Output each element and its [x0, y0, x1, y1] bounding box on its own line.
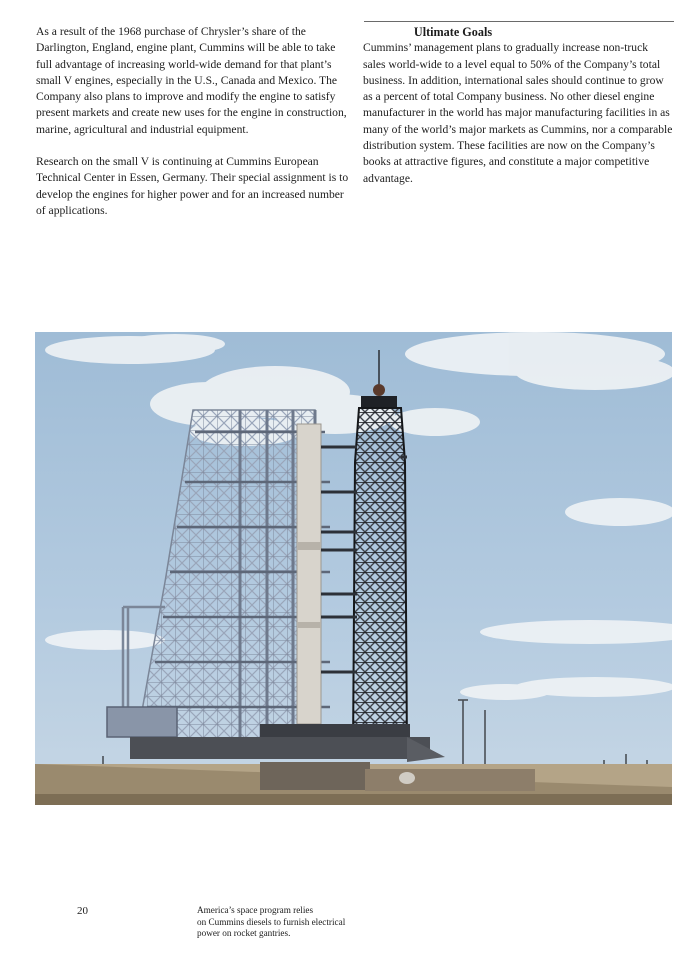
right-paragraph-1: Cummins’ management plans to gradually increase non-truck sales world-wide to a level equal to 50% of the Company’s total business. In addition, international sales should continue to grow as a percent of total Company business. No other diesel engine manufacturer in the world has major manufacturing facilities in as many of the world’s major markets as Cummins, nor a comparable distribution system. These facilities are now on the Company’s books at attractive figures, and constitute a major competitive advantage.: [363, 41, 673, 185]
top-rule: [364, 21, 674, 22]
caption-line-2: on Cummins diesels to furnish electrical: [197, 916, 346, 927]
rocket-gantry-photo: [35, 332, 672, 805]
section-heading-ultimate-goals: Ultimate Goals: [413, 25, 493, 39]
caption-line-3: power on rocket gantries.: [197, 928, 291, 939]
right-column: [363, 24, 673, 203]
photo-caption: [197, 905, 397, 940]
left-paragraph-1: As a result of the 1968 purchase of Chrysler’s share of the Darlington, England, engine plant, Cummins will be able to take full advantage of increasing world-wide demand for that plant’s small V engines, especially in the U.S., Canada and Mexico. The Company also plans to improve and modify the engine to satisfy present markets and create new uses for the engine in construction, marine, agricultural and industrial equipment.: [36, 25, 347, 136]
caption-line-1: America’s space program relies: [197, 905, 314, 915]
left-column: [36, 24, 354, 235]
ground: [35, 762, 672, 805]
page-number: 20: [77, 905, 88, 917]
rocket: [297, 424, 321, 724]
left-paragraph-2: Research on the small V is continuing at Cummins European Technical Center in Essen, Germany. Their special assignment is to develop the engines for higher power and for an increased number of applications.: [36, 155, 349, 217]
